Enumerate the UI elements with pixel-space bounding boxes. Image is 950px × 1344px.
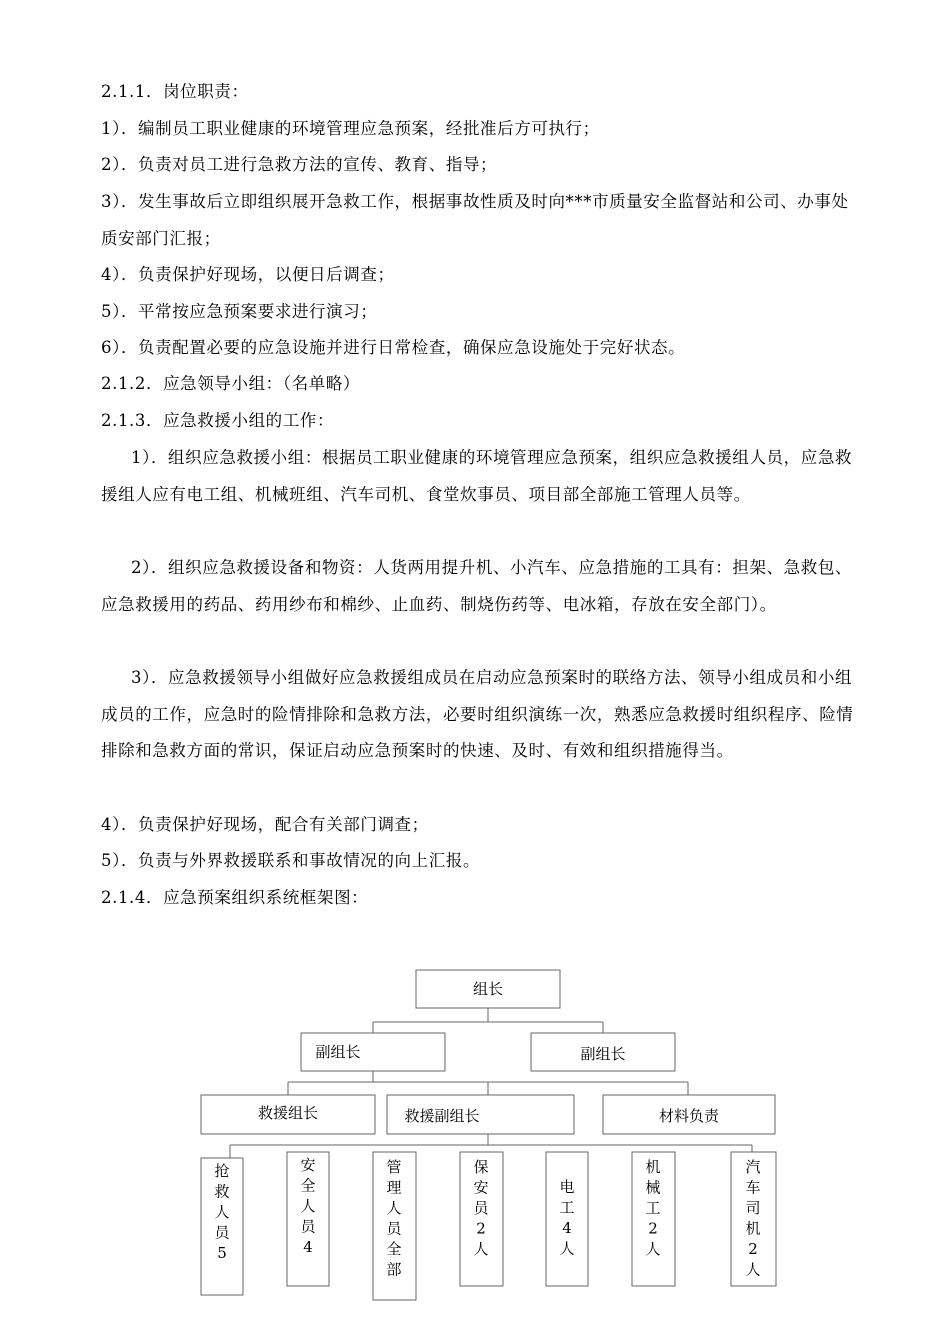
team-electricians-char: 4 [562,1219,572,1237]
team-drivers-char: 司 [745,1199,761,1217]
connector-lines [230,1008,752,1158]
rescue-item-4: 4）．负责保护好现场，配合有关部门调查； [101,815,429,834]
team-security-char: 员 [473,1199,489,1217]
duty-item-5: 5）．平常按应急预案要求进行演习； [101,302,378,321]
team-electricians-char: 电 [559,1178,575,1196]
team-mechanics-box [632,1152,675,1286]
rescue-leader-label: 救援组长 [257,1104,319,1122]
team-drivers-char: 2 [748,1240,758,1258]
box-rescue-leader [201,1095,375,1134]
team-management-staff-char: 部 [386,1260,402,1279]
team-mechanics-char: 机 [645,1158,661,1176]
team-mechanics-char: 人 [645,1240,661,1258]
team-rescue-staff-char: 抢 [214,1162,230,1180]
duty-item-2: 2）．负责对员工进行急救方法的宣传、教育、指导； [101,155,498,174]
team-rescue-staff-box [201,1158,243,1295]
team-drivers-box [731,1152,776,1286]
box-materials [603,1095,775,1134]
heading-2-1-3: 2.1.3．应急救援小组的工作： [101,411,335,430]
box-leader [416,970,560,1008]
team-management-staff-char: 员 [386,1219,402,1238]
rescue-item-3: 3）．应急救援领导小组做好应急救援组成员在启动应急预案时的联络方法、领导小组成员和小组成员的工作，应急时的险情排除和急救方法，必要时组织演练一次，熟悉应急救援时组织程序、险情排除和急救方面的常识，保证启动应急预案时的快速、及时、有效和组织措施得当。 [101,668,854,760]
team-rescue-staff-char: 员 [214,1223,230,1242]
duty-item-3: 3）．发生事故后立即组织展开急救工作，根据事故性质及时向***市质量安全监督站和公司、办事处质安部门汇报； [101,192,849,248]
team-safety-staff-char: 人 [300,1197,316,1215]
rescue-item-2: 2）．组织应急救援设备和物资：人货两用提升机、小汽车、应急措施的工具有：担架、急救包、应急救援用的药品、药用纱布和棉纱、止血药、制烧伤药等、电冰箱，存放在安全部门）。 [101,558,853,614]
deputy-right-label: 副组长 [580,1045,626,1063]
duty-item-6: 6）．负责配置必要的应急设施并进行日常检查，确保应急设施处于完好状态。 [101,338,686,357]
team-mechanics-char: 工 [645,1199,661,1217]
team-security-char: 保 [473,1158,489,1176]
heading-2-1-2: 2.1.2．应急领导小组：（名单略） [101,374,361,393]
materials-label: 材料负责 [658,1107,720,1125]
team-management-staff-char: 人 [386,1199,402,1217]
duty-item-1: 1）．编制员工职业健康的环境管理应急预案，经批准后方可执行； [101,119,600,138]
team-drivers-char: 人 [745,1260,761,1279]
heading-2-1-1: 2.1.1．岗位职责： [101,82,249,101]
team-security-box [460,1152,503,1286]
team-drivers-char: 汽 [745,1158,761,1176]
team-electricians-char: 人 [559,1239,575,1258]
team-safety-staff-char: 4 [303,1238,313,1256]
team-safety-staff-char: 全 [300,1176,316,1195]
team-electricians-char: 工 [559,1198,575,1217]
team-safety-staff-char: 安 [300,1156,316,1174]
team-mechanics-char: 械 [645,1178,661,1197]
team-drivers-char: 机 [745,1219,761,1238]
team-management-staff-char: 理 [386,1178,402,1197]
box-deputy-left [301,1033,445,1071]
rescue-item-1: 1）．组织应急救援小组：根据员工职业健康的环境管理应急预案，组织应急救援组人员，应急救援组人应有电工组、机械班组、汽车司机、食堂炊事员、项目部全部施工管理人员等。 [101,448,853,504]
team-security-char: 人 [473,1240,489,1258]
leader-label: 组长 [472,980,504,998]
rescue-deputy-label: 救援副组长 [404,1107,480,1125]
deputy-left-label: 副组长 [315,1043,361,1061]
team-management-staff-char: 管 [386,1158,402,1176]
team-mechanics-char: 2 [648,1219,658,1238]
team-safety-staff-box [287,1152,329,1286]
team-electricians-box [546,1152,588,1286]
team-security-char: 2 [476,1219,486,1238]
team-management-staff-char: 全 [386,1240,402,1258]
team-drivers-char: 车 [745,1178,761,1197]
team-safety-staff-char: 员 [300,1217,316,1236]
team-rescue-staff-char: 5 [217,1244,227,1262]
rescue-item-5: 5）．负责与外界救援联系和事故情况的向上汇报。 [101,851,481,870]
team-boxes [201,1152,776,1300]
team-rescue-staff-char: 救 [214,1182,230,1201]
box-rescue-deputy [387,1095,574,1134]
heading-2-1-4: 2.1.4．应急预案组织系统框架图： [101,888,369,907]
duty-item-4: 4）．负责保护好现场，以便日后调查； [101,265,395,284]
team-management-staff-box [373,1152,416,1300]
box-deputy-right [531,1033,675,1071]
team-security-char: 安 [473,1178,489,1197]
team-rescue-staff-char: 人 [214,1203,230,1221]
